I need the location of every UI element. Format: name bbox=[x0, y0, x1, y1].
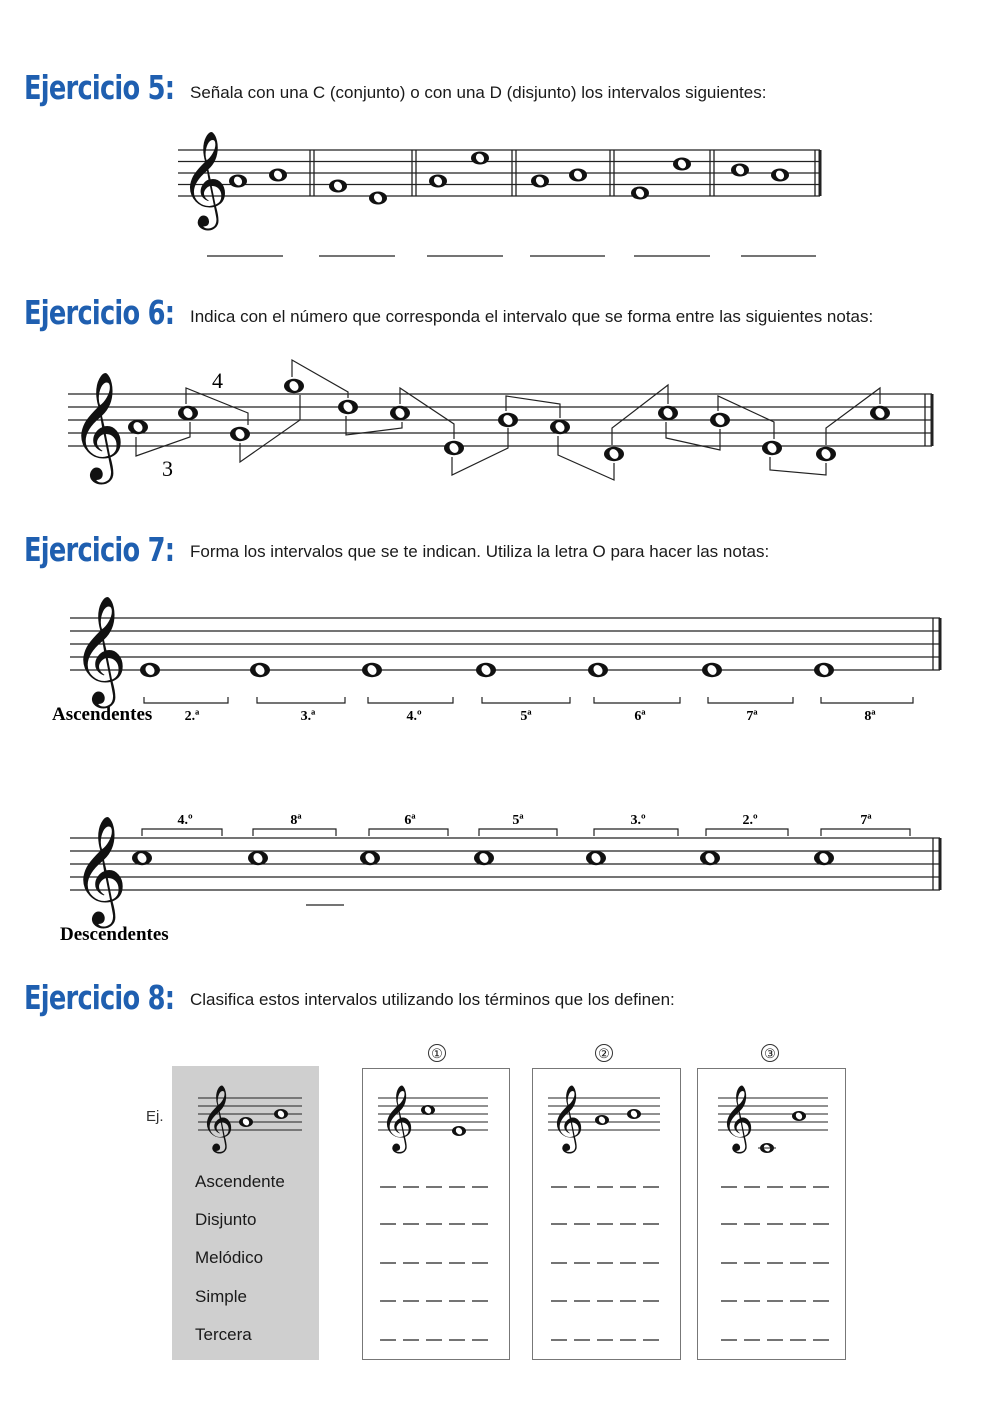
whole-note bbox=[274, 1109, 288, 1119]
descending-interval-label: 7ª bbox=[860, 813, 872, 828]
ascending-interval-label: 5ª bbox=[520, 709, 532, 724]
whole-note bbox=[239, 1117, 253, 1127]
descending-interval-label: 5ª bbox=[512, 813, 524, 828]
example-label: Ej. bbox=[146, 1108, 164, 1125]
ascending-interval-label: 7ª bbox=[746, 709, 758, 724]
treble-clef-icon: 𝄞 bbox=[200, 1084, 235, 1152]
card-number-3: ③ bbox=[761, 1044, 779, 1062]
example-interval-label-4: 4 bbox=[212, 368, 223, 393]
descending-interval-label: 8ª bbox=[290, 813, 302, 828]
ascending-label: Ascendentes bbox=[52, 704, 153, 725]
term-tercera: Tercera bbox=[195, 1325, 252, 1344]
descending-interval-label: 4.º bbox=[177, 813, 193, 828]
card-number-2: ② bbox=[595, 1044, 613, 1062]
exercise-8-title: Ejercicio 8: bbox=[24, 978, 175, 1017]
ascending-interval-label: 6ª bbox=[634, 709, 646, 724]
example-interval-label-3: 3 bbox=[162, 456, 173, 481]
treble-clef-icon: 𝄞 bbox=[380, 1084, 415, 1152]
whole-note bbox=[627, 1109, 641, 1119]
treble-clef-icon: 𝄞 bbox=[180, 129, 229, 227]
ascending-interval-label: 3.ª bbox=[300, 709, 316, 724]
term-disjunto: Disjunto bbox=[195, 1210, 257, 1229]
term-simple: Simple bbox=[195, 1287, 247, 1306]
descending-interval-label: 2.º bbox=[742, 813, 758, 828]
treble-clef-icon: 𝄞 bbox=[70, 371, 126, 481]
treble-clef-icon: 𝄞 bbox=[550, 1084, 585, 1152]
exercise-5-instruction: Señala con una C (conjunto) o con una D (disjunto) los intervalos siguientes: bbox=[190, 83, 767, 102]
descending-interval-label: 6ª bbox=[404, 813, 416, 828]
exercise-7-title: Ejercicio 7: bbox=[24, 530, 175, 569]
exercise-8-instruction: Clasifica estos intervalos utilizando los términos que los definen: bbox=[190, 990, 675, 1009]
ascending-interval-label: 2.ª bbox=[184, 709, 200, 724]
exercise-5-title: Ejercicio 5: bbox=[24, 68, 175, 107]
exercise-6-instruction: Indica con el número que corresponda el intervalo que se forma entre las siguientes notas: bbox=[190, 307, 874, 326]
descending-interval-label: 3.º bbox=[630, 813, 646, 828]
whole-note bbox=[421, 1105, 435, 1115]
exercise-6-title: Ejercicio 6: bbox=[24, 293, 175, 332]
card-number-1: ① bbox=[428, 1044, 446, 1062]
descending-label: Descendentes bbox=[60, 924, 169, 945]
ascending-interval-label: 4.º bbox=[406, 709, 422, 724]
treble-clef-icon: 𝄞 bbox=[720, 1084, 755, 1152]
ascending-interval-label: 8ª bbox=[864, 709, 876, 724]
treble-clef-icon: 𝄞 bbox=[72, 595, 128, 705]
treble-clef-icon: 𝄞 bbox=[72, 815, 128, 925]
whole-note bbox=[595, 1115, 609, 1125]
whole-note bbox=[792, 1111, 806, 1121]
term-melodico: Melódico bbox=[195, 1248, 264, 1267]
exercise-7-instruction: Forma los intervalos que se te indican. Utiliza la letra O para hacer las notas: bbox=[190, 542, 770, 561]
whole-note bbox=[452, 1126, 466, 1136]
term-ascendente: Ascendente bbox=[195, 1172, 285, 1191]
